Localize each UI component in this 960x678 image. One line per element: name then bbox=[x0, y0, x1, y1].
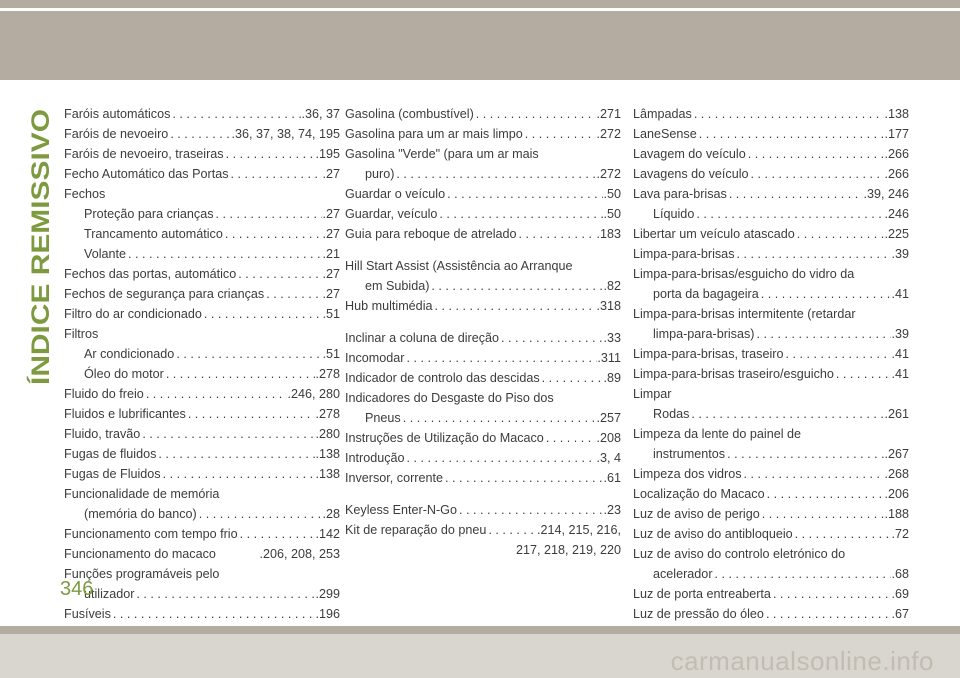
entry-pages: .27 bbox=[322, 287, 340, 301]
entry-pages: .257 bbox=[596, 411, 621, 425]
entry-term: Óleo do motor bbox=[84, 367, 164, 381]
entry-term: acelerador bbox=[653, 567, 713, 581]
letter-gap bbox=[345, 244, 621, 256]
entry-pages: .195 bbox=[315, 147, 340, 161]
leader-dots bbox=[771, 584, 892, 604]
leader-dots bbox=[144, 384, 288, 404]
index-subentry bbox=[345, 164, 621, 184]
leader-dots bbox=[544, 428, 597, 448]
entry-pages: .51 bbox=[322, 307, 340, 321]
entry-pages: .50 bbox=[603, 187, 621, 201]
index-heading: Luz de aviso do controlo eletrónico do bbox=[633, 547, 846, 561]
entry-pages: .51 bbox=[322, 347, 340, 361]
entry-pages: .272 bbox=[596, 127, 621, 141]
index-heading: Filtros bbox=[64, 327, 99, 341]
index-column-1 bbox=[64, 104, 340, 624]
index-entry bbox=[633, 524, 909, 544]
index-subentry bbox=[64, 204, 340, 224]
leader-dots bbox=[713, 564, 892, 584]
entry-term: Guardar, veículo bbox=[345, 207, 438, 221]
index-entry bbox=[633, 604, 909, 624]
bottom-band-strip bbox=[0, 626, 960, 634]
index-entry bbox=[633, 124, 909, 144]
leader-dots bbox=[174, 344, 322, 364]
leader-dots bbox=[264, 284, 322, 304]
index-entry bbox=[633, 104, 909, 124]
leader-dots bbox=[457, 500, 604, 520]
leader-dots bbox=[754, 324, 891, 344]
leader-dots bbox=[186, 404, 316, 424]
index-entry bbox=[64, 304, 340, 324]
entry-term: Inclinar a coluna de direção bbox=[345, 331, 500, 345]
leader-dots bbox=[765, 484, 885, 504]
index-column-2 bbox=[345, 104, 621, 560]
entry-term: Fechos das portas, automático bbox=[64, 267, 237, 281]
entry-pages: .138 bbox=[884, 107, 909, 121]
entry-pages: .21 bbox=[322, 247, 340, 261]
entry-pages: .266 bbox=[884, 167, 909, 181]
entry-term: Fechos de segurança para crianças bbox=[64, 287, 265, 301]
entry-term: Ar condicionado bbox=[84, 347, 175, 361]
entry-term: limpa-para-brisas) bbox=[653, 327, 755, 341]
index-heading: Funcionalidade de memória bbox=[64, 487, 220, 501]
entry-term: Faróis automáticos bbox=[64, 107, 171, 121]
letter-gap bbox=[345, 488, 621, 500]
index-heading: Gasolina "Verde" (para um ar mais bbox=[345, 147, 539, 161]
leader-dots bbox=[764, 604, 892, 624]
index-entry bbox=[345, 520, 621, 540]
entry-term: Lavagens do veículo bbox=[633, 167, 749, 181]
entry-pages: .278 bbox=[315, 367, 340, 381]
leader-dots bbox=[401, 408, 597, 428]
leader-dots bbox=[433, 296, 597, 316]
entry-pages: .27 bbox=[322, 167, 340, 181]
index-entry bbox=[345, 184, 621, 204]
index-entry bbox=[345, 348, 621, 368]
leader-dots bbox=[161, 464, 316, 484]
index-entry bbox=[64, 384, 340, 404]
entry-pages: .33 bbox=[603, 331, 621, 345]
entry-term: instrumentos bbox=[653, 447, 726, 461]
index-entry bbox=[64, 104, 340, 124]
entry-term: Guia para reboque de atrelado bbox=[345, 227, 517, 241]
index-entry bbox=[345, 428, 621, 448]
leader-dots bbox=[126, 244, 322, 264]
entry-term: Limpa-para-brisas, traseiro bbox=[633, 347, 784, 361]
entry-term: Volante bbox=[84, 247, 127, 261]
leader-dots bbox=[445, 184, 603, 204]
entry-pages: .311 bbox=[597, 351, 621, 365]
entry-term: Proteção para crianças bbox=[84, 207, 214, 221]
leader-dots bbox=[429, 276, 603, 296]
leader-dots bbox=[111, 604, 316, 624]
entry-term: LaneSense bbox=[633, 127, 697, 141]
entry-term: em Subida) bbox=[365, 279, 430, 293]
leader-dots bbox=[540, 368, 604, 388]
entry-pages: .188 bbox=[884, 507, 909, 521]
index-entry bbox=[345, 468, 621, 488]
entry-term: Limpa-para-brisas traseiro/esguicho bbox=[633, 367, 834, 381]
index-subentry bbox=[64, 364, 340, 384]
index-entry bbox=[345, 368, 621, 388]
entry-term: Lava para-brisas bbox=[633, 187, 727, 201]
leader-dots bbox=[499, 328, 603, 348]
leader-dots bbox=[727, 184, 864, 204]
entry-pages: .299 bbox=[315, 587, 340, 601]
entry-pages: .41 bbox=[891, 287, 909, 301]
entry-pages: .246, 280 bbox=[287, 387, 340, 401]
index-entry bbox=[64, 124, 340, 144]
index-entry bbox=[633, 504, 909, 524]
leader-dots bbox=[692, 104, 885, 124]
index-heading: Limpeza da lente do painel de bbox=[633, 427, 802, 441]
index-heading: Fechos bbox=[64, 187, 106, 201]
entry-term: Fusíveis bbox=[64, 607, 111, 621]
entry-pages: .3, 4 bbox=[596, 451, 621, 465]
leader-dots bbox=[394, 164, 596, 184]
entry-pages: .246 bbox=[884, 207, 909, 221]
index-column-3 bbox=[633, 104, 909, 624]
entry-term: (memória do banco) bbox=[84, 507, 197, 521]
leader-dots bbox=[197, 504, 323, 524]
entry-term: porta da bagageira bbox=[653, 287, 759, 301]
index-subentry bbox=[64, 504, 340, 524]
index-subentry bbox=[633, 324, 909, 344]
leader-dots bbox=[214, 204, 323, 224]
index-entry bbox=[633, 184, 909, 204]
index-entry bbox=[345, 104, 621, 124]
entry-pages: .266 bbox=[884, 147, 909, 161]
entry-pages: .67 bbox=[891, 607, 909, 621]
entry-term: Fugas de Fluidos bbox=[64, 467, 161, 481]
entry-pages: .39 bbox=[891, 327, 909, 341]
entry-term: Hub multimédia bbox=[345, 299, 433, 313]
index-heading: Limpa-para-brisas intermitente (retardar bbox=[633, 307, 856, 321]
leader-dots bbox=[405, 348, 598, 368]
entry-pages: .142 bbox=[315, 527, 340, 541]
entry-term: Trancamento automático bbox=[84, 227, 223, 241]
entry-term: Introdução bbox=[345, 451, 405, 465]
entry-term: Faróis de nevoeiro bbox=[64, 127, 169, 141]
entry-term: Luz de aviso do antibloqueio bbox=[633, 527, 793, 541]
entry-term: Lavagem do veículo bbox=[633, 147, 746, 161]
index-entry bbox=[633, 244, 909, 264]
index-entry bbox=[633, 584, 909, 604]
entry-term: Indicador de controlo das descidas bbox=[345, 371, 540, 385]
leader-dots bbox=[834, 364, 892, 384]
entry-pages: .82 bbox=[603, 279, 621, 293]
index-subentry bbox=[64, 224, 340, 244]
index-continuation: 217, 218, 219, 220 bbox=[515, 543, 621, 557]
entry-pages: .27 bbox=[322, 267, 340, 281]
index-entry bbox=[64, 144, 340, 164]
entry-term: Fecho Automático das Portas bbox=[64, 167, 229, 181]
index-subentry bbox=[633, 564, 909, 584]
entry-pages: .214, 215, 216, bbox=[536, 523, 621, 537]
index-entry bbox=[345, 204, 621, 224]
index-entry bbox=[633, 364, 909, 384]
entry-pages: .36, 37 bbox=[301, 107, 340, 121]
index-entry bbox=[633, 144, 909, 164]
leader-dots bbox=[202, 304, 323, 324]
index-entry bbox=[345, 224, 621, 244]
leader-dots bbox=[746, 144, 885, 164]
entry-pages: .318 bbox=[596, 299, 621, 313]
entry-term: Filtro do ar condicionado bbox=[64, 307, 202, 321]
leader-dots bbox=[725, 444, 884, 464]
section-side-label bbox=[26, 105, 56, 385]
index-heading: Limpar bbox=[633, 387, 672, 401]
index-heading: Indicadores do Desgaste do Piso dos bbox=[345, 391, 554, 405]
index-entry bbox=[64, 164, 340, 184]
entry-pages: .69 bbox=[891, 587, 909, 601]
leader-dots bbox=[795, 224, 885, 244]
entry-term: Luz de pressão do óleo bbox=[633, 607, 764, 621]
entry-pages: .225 bbox=[884, 227, 909, 241]
leader-dots bbox=[238, 524, 316, 544]
entry-pages: .138 bbox=[315, 447, 340, 461]
entry-pages: .61 bbox=[603, 471, 621, 485]
entry-pages: .280 bbox=[315, 427, 340, 441]
index-subentry bbox=[633, 404, 909, 424]
index-entry bbox=[64, 524, 340, 544]
entry-pages: .39, 246 bbox=[863, 187, 909, 201]
index-subentry bbox=[64, 344, 340, 364]
leader-dots bbox=[437, 204, 603, 224]
leader-dots bbox=[760, 504, 885, 524]
entry-pages: .50 bbox=[603, 207, 621, 221]
index-entry bbox=[64, 424, 340, 444]
letter-gap bbox=[345, 316, 621, 328]
leader-dots bbox=[443, 468, 603, 488]
index-entry bbox=[345, 124, 621, 144]
entry-pages: .208 bbox=[596, 431, 621, 445]
entry-term: Limpeza dos vidros bbox=[633, 467, 742, 481]
entry-term: Libertar um veículo atascado bbox=[633, 227, 795, 241]
entry-pages: .183 bbox=[596, 227, 621, 241]
index-subentry bbox=[633, 204, 909, 224]
entry-pages: .267 bbox=[884, 447, 909, 461]
index-entry bbox=[633, 464, 909, 484]
entry-term: Gasolina para um ar mais limpo bbox=[345, 127, 523, 141]
page-number: 346 bbox=[60, 578, 94, 600]
leader-dots bbox=[517, 224, 597, 244]
entry-term: Líquido bbox=[653, 207, 695, 221]
entry-pages: .138 bbox=[315, 467, 340, 481]
entry-term: Guardar o veículo bbox=[345, 187, 446, 201]
leader-dots bbox=[486, 520, 537, 540]
entry-pages: .36, 37, 38, 74, 195 bbox=[231, 127, 340, 141]
index-subentry bbox=[64, 584, 340, 604]
entry-term: Funcionamento do macaco bbox=[64, 547, 216, 561]
leader-dots bbox=[749, 164, 885, 184]
leader-dots bbox=[523, 124, 597, 144]
leader-dots bbox=[405, 448, 597, 468]
entry-term: Funcionamento com tempo frio bbox=[64, 527, 238, 541]
entry-term: Keyless Enter-N-Go bbox=[345, 503, 457, 517]
entry-pages: .177 bbox=[884, 127, 909, 141]
index-entry bbox=[345, 500, 621, 520]
entry-term: Fluidos e lubrificantes bbox=[64, 407, 186, 421]
top-decorative-band bbox=[0, 0, 960, 80]
index-entry bbox=[633, 224, 909, 244]
index-entry bbox=[633, 164, 909, 184]
leader-dots bbox=[474, 104, 597, 124]
index-entry bbox=[64, 464, 340, 484]
entry-term: Instruções de Utilização do Macaco bbox=[345, 431, 544, 445]
leader-dots bbox=[224, 144, 316, 164]
entry-term: Luz de aviso de perigo bbox=[633, 507, 760, 521]
entry-term: Inversor, corrente bbox=[345, 471, 443, 485]
leader-dots bbox=[783, 344, 891, 364]
entry-pages: .196 bbox=[315, 607, 340, 621]
index-subentry bbox=[633, 284, 909, 304]
leader-dots bbox=[229, 164, 323, 184]
entry-pages: .27 bbox=[322, 207, 340, 221]
leader-dots bbox=[134, 584, 315, 604]
section-side-label-svg bbox=[26, 105, 56, 385]
leader-dots bbox=[694, 204, 884, 224]
index-subentry bbox=[633, 444, 909, 464]
index-entry bbox=[633, 344, 909, 364]
section-title: ÍNDICE REMISSIVO bbox=[27, 154, 55, 385]
index-entry bbox=[64, 544, 340, 564]
entry-pages: .72 bbox=[891, 527, 909, 541]
index-entry bbox=[345, 328, 621, 348]
leader-dots bbox=[793, 524, 892, 544]
index-entry bbox=[64, 444, 340, 464]
leader-dots bbox=[140, 424, 315, 444]
leader-dots bbox=[168, 124, 231, 144]
entry-pages: .28 bbox=[322, 507, 340, 521]
entry-term: Pneus bbox=[365, 411, 401, 425]
entry-pages: .206 bbox=[884, 487, 909, 501]
entry-pages: .261 bbox=[884, 407, 909, 421]
entry-term: Fugas de fluidos bbox=[64, 447, 157, 461]
entry-pages: .39 bbox=[891, 247, 909, 261]
index-entry bbox=[64, 404, 340, 424]
entry-term: Lâmpadas bbox=[633, 107, 692, 121]
index-entry bbox=[633, 484, 909, 504]
entry-pages: .271 bbox=[596, 107, 621, 121]
leader-dots bbox=[689, 404, 884, 424]
leader-dots bbox=[164, 364, 316, 384]
index-subentry bbox=[345, 408, 621, 428]
entry-term: Fluido, travão bbox=[64, 427, 141, 441]
entry-term: Luz de porta entreaberta bbox=[633, 587, 771, 601]
entry-term: Localização do Macaco bbox=[633, 487, 765, 501]
entry-term: Gasolina (combustível) bbox=[345, 107, 474, 121]
leader-dots bbox=[697, 124, 885, 144]
entry-term: Faróis de nevoeiro, traseiras bbox=[64, 147, 224, 161]
entry-term: Kit de reparação do pneu bbox=[345, 523, 487, 537]
entry-pages: .272 bbox=[596, 167, 621, 181]
leader-dots bbox=[223, 224, 323, 244]
index-heading: Limpa-para-brisas/esguicho do vidro da bbox=[633, 267, 855, 281]
entry-pages: .89 bbox=[603, 371, 621, 385]
entry-term: puro) bbox=[365, 167, 395, 181]
top-band-line bbox=[0, 8, 960, 11]
entry-pages: .278 bbox=[315, 407, 340, 421]
index-entry bbox=[64, 284, 340, 304]
entry-pages: .41 bbox=[891, 347, 909, 361]
leader-dots bbox=[759, 284, 892, 304]
watermark-text: carmanualsonline.info bbox=[670, 646, 934, 676]
entry-pages: .268 bbox=[884, 467, 909, 481]
index-heading: Funções programáveis pelo bbox=[64, 567, 220, 581]
index-entry bbox=[64, 604, 340, 624]
entry-pages: .41 bbox=[891, 367, 909, 381]
entry-pages: .23 bbox=[603, 503, 621, 517]
entry-term: Limpa-para-brisas bbox=[633, 247, 735, 261]
leader-dots bbox=[170, 104, 301, 124]
entry-term: Rodas bbox=[653, 407, 690, 421]
entry-term: Fluido do freio bbox=[64, 387, 144, 401]
index-entry bbox=[345, 448, 621, 468]
entry-pages: .68 bbox=[891, 567, 909, 581]
leader-dots bbox=[742, 464, 885, 484]
index-subentry bbox=[64, 244, 340, 264]
leader-dots bbox=[236, 264, 322, 284]
entry-term: utilizador bbox=[84, 587, 135, 601]
leader-dots bbox=[735, 244, 892, 264]
entry-term: Incomodar bbox=[345, 351, 405, 365]
index-entry bbox=[345, 296, 621, 316]
leader-dots bbox=[156, 444, 315, 464]
entry-pages: .27 bbox=[322, 227, 340, 241]
index-heading: Hill Start Assist (Assistência ao Arranque bbox=[345, 259, 573, 273]
entry-pages: .206, 208, 253 bbox=[259, 547, 340, 561]
index-subentry bbox=[345, 276, 621, 296]
index-entry bbox=[64, 264, 340, 284]
